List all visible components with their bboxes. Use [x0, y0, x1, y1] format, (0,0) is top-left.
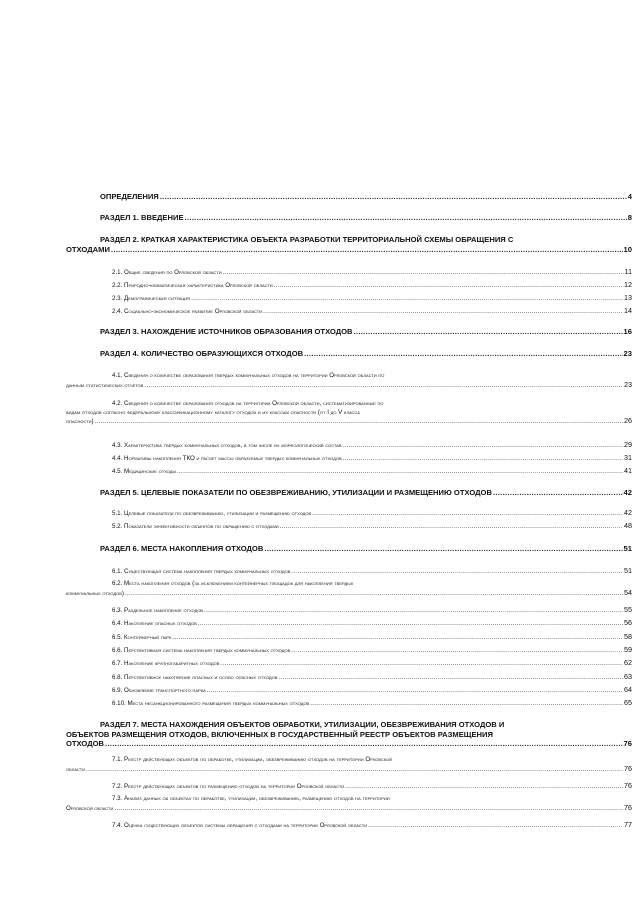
toc-entry-title: 6.10. Места несанкционированного размещения твердых коммунальных отходов: [112, 700, 310, 707]
toc-page-number: 10: [623, 244, 632, 254]
toc-page-number: 41: [624, 466, 632, 475]
toc-entry-title: 6.5. Контейнерный парк: [112, 634, 172, 641]
toc-entry-title: 6.4. Накопление опасных отходов: [112, 620, 197, 627]
toc-dot-leader: [280, 523, 623, 532]
toc-dot-leader: [291, 647, 623, 656]
toc-entry-title: РАЗДЕЛ 1. ВВЕДЕНИЕ: [100, 213, 184, 222]
toc-page-number: 42: [623, 488, 632, 497]
toc-page-number: 59: [624, 645, 632, 654]
toc-entry-title: 7.2. Реестр действующих объектов по размещению отходов на территории Орловской области: [112, 783, 345, 790]
toc-entry-title: 4.4. Нормативы накопления ТКО и расчет массы образуемых твердых коммунальных отходов: [112, 455, 342, 462]
toc-dot-leader: [185, 213, 627, 223]
toc-subsection-entry[interactable]: [66, 673, 632, 683]
toc-dot-leader: [198, 620, 623, 629]
toc-entry-title: коммунальных отходов): [66, 589, 124, 597]
toc-entry-title: 2.1. Общие сведения по Орловской области: [112, 269, 222, 276]
toc-section-entry[interactable]: [66, 544, 632, 554]
toc-subsection-entry[interactable]: [66, 619, 632, 629]
toc-page-number: 63: [624, 672, 632, 681]
toc-entry-title: 6.7. Накопление крупногабаритных отходов: [112, 660, 220, 667]
toc-page-number: 42: [624, 508, 632, 517]
toc-entry-title: 5.2. Показатели эффективности объектов по обращению с отходами: [112, 523, 279, 530]
toc-section-entry[interactable]: [66, 349, 632, 359]
toc-page-number: 76: [624, 802, 632, 812]
toc-entry-title-line: 4.2. Сведения о количестве образования отходов на территории Орловской области, систематизированные по: [112, 400, 384, 407]
toc-subsection-entry[interactable]: [66, 307, 632, 317]
toc-page-number: 48: [624, 521, 632, 530]
toc-dot-leader: [95, 418, 623, 427]
toc-dot-leader: [114, 805, 623, 814]
toc-section-entry[interactable]: [66, 235, 632, 254]
toc-entry-title-line: 7.3. Анализ данных об объектах по обработке, утилизации, обезвреживанию, размещению отходов на территории: [112, 795, 390, 802]
toc-page-number: 14: [624, 306, 632, 315]
toc-page-number: 64: [624, 685, 632, 694]
toc-entry-title: 2.2. Природно-климатическая характеристика Орловской области: [112, 282, 273, 289]
toc-dot-leader: [177, 468, 623, 477]
toc-page-number: 23: [624, 379, 632, 389]
toc-subsection-entry[interactable]: [66, 580, 632, 598]
toc-dot-leader: [223, 269, 624, 278]
toc-dot-leader: [493, 488, 623, 498]
toc-entry-title-line: РАЗДЕЛ 7. МЕСТА НАХОЖДЕНИЯ ОБЪЕКТОВ ОБРАБОТКИ, УТИЛИЗАЦИИ, ОБЕЗВРЕЖИВАНИЯ ОТХОДОВ И: [100, 720, 505, 729]
toc-dot-leader: [312, 510, 623, 519]
toc-dot-leader: [172, 634, 623, 643]
toc-subsection-entry[interactable]: [66, 606, 632, 616]
toc-section-entry[interactable]: [66, 213, 632, 223]
toc-entry-title: 2.3. Демографическая ситуация: [112, 295, 191, 302]
toc-subsection-entry[interactable]: [66, 400, 632, 427]
toc-entry-title: 2.4. Социально-экономическое развитие Орловской области: [112, 308, 263, 315]
toc-subsection-entry[interactable]: [66, 633, 632, 643]
toc-subsection-entry[interactable]: [66, 782, 632, 792]
toc-entry-title: 6.1. Существующая система накопления твердых коммунальных отходов: [112, 568, 291, 575]
toc-subsection-entry[interactable]: [66, 522, 632, 532]
toc-dot-leader: [343, 442, 623, 451]
toc-entry-title: 6.6. Перспективная система накопления твердых коммунальных отходов: [112, 647, 291, 654]
toc-section-entry[interactable]: [66, 720, 632, 749]
toc-entry-title: опасности): [66, 418, 94, 426]
toc-subsection-entry[interactable]: [66, 699, 632, 709]
toc-dot-leader: [86, 766, 623, 775]
toc-section-entry[interactable]: [66, 488, 632, 498]
toc-page-number: 29: [624, 440, 632, 449]
toc-page-number: 4: [627, 192, 632, 201]
toc-subsection-entry[interactable]: [66, 372, 632, 390]
toc-entry-title-line: РАЗДЕЛ 2. КРАТКАЯ ХАРАКТЕРИСТИКА ОБЪЕКТА РАЗРАБОТКИ ТЕРРИТОРИАЛЬНОЙ СХЕМЫ ОБРАЩЕНИЯ С: [100, 235, 514, 244]
toc-dot-leader: [220, 660, 623, 669]
toc-page-number: 77: [624, 820, 632, 829]
toc-dot-leader: [343, 455, 623, 464]
toc-dot-leader: [207, 687, 623, 696]
toc-dot-leader: [278, 674, 623, 683]
toc-dot-leader: [191, 295, 623, 304]
toc-page-number: 76: [624, 763, 632, 773]
toc-page-number: 65: [624, 698, 632, 707]
toc-dot-leader: [354, 327, 623, 337]
toc-section-entry[interactable]: [66, 327, 632, 337]
toc-entry-title: 6.9. Обновление транспортного парка: [112, 687, 206, 694]
toc-subsection-entry[interactable]: [66, 294, 632, 304]
toc-page-number: 51: [624, 566, 632, 575]
toc-subsection-entry[interactable]: [66, 646, 632, 656]
toc-subsection-entry[interactable]: [66, 467, 632, 477]
toc-page-number: 31: [624, 453, 632, 462]
toc-page-number: 11: [624, 267, 632, 276]
toc-entry-title: области: [66, 765, 86, 773]
toc-page-number: 76: [623, 739, 632, 749]
toc-subsection-entry[interactable]: [66, 509, 632, 519]
toc-entry-title: 6.8. Перспективное накопление опасных и особо опасных отходов: [112, 674, 278, 681]
toc-page-number: 8: [627, 213, 632, 222]
toc-entry-title-line: 7.1. Реестр действующих объектов по обработке, утилизации, обезвреживанию отходов на территории Орловской: [112, 756, 393, 763]
toc-subsection-entry[interactable]: [66, 686, 632, 696]
toc-subsection-entry[interactable]: [66, 441, 632, 451]
toc-dot-leader: [291, 568, 623, 577]
toc-page-number: 56: [624, 618, 632, 627]
toc-page-number: 26: [624, 416, 632, 426]
toc-section-entry[interactable]: [66, 192, 632, 202]
toc-dot-leader: [263, 308, 623, 317]
toc-entry-title: 7.4. Оценка существующих объектов системы обращения с отходами на территории Орловской области: [112, 822, 368, 829]
toc-page-number: 13: [624, 293, 632, 302]
toc-dot-leader: [144, 382, 623, 391]
toc-entry-title-line: 4.1. Сведения о количестве образования твердых коммунальных отходов на территории Орловской области по: [112, 372, 385, 379]
toc-page-number: 58: [624, 632, 632, 641]
toc-dot-leader: [368, 822, 623, 831]
toc-entry-title: 4.5. Медицинские отходы: [112, 468, 177, 475]
toc-entry-title-line: 6.2. Места накопления отходов (за исключением контейнерных площадок для накопления твердых: [112, 580, 354, 587]
toc-entry-title-line: ОБЪЕКТОВ РАЗМЕЩЕНИЯ ОТХОДОВ, ВКЛЮЧЕННЫХ В ГОСУДАРСТВЕННЫЙ РЕЕСТР ОБЪЕКТОВ РАЗМЕЩЕНИЯ: [66, 729, 493, 739]
toc-entry-title: 5.1. Целевые показатели по обезвреживанию, утилизации и размещению отходов: [112, 510, 312, 517]
toc-entry-title: РАЗДЕЛ 3. НАХОЖДЕНИЕ ИСТОЧНИКОВ ОБРАЗОВАНИЯ ОТХОДОВ: [100, 327, 353, 336]
toc-subsection-entry[interactable]: [66, 821, 632, 831]
toc-entry-title: РАЗДЕЛ 6. МЕСТА НАКОПЛЕНИЯ ОТХОДОВ: [100, 544, 264, 553]
toc-entry-title-line: видам отходов согласно федеральному классификационному каталогу отходов и их классам опасности (от I до V класса: [66, 408, 360, 416]
toc-entry-title: ОТХОДОВ: [66, 739, 105, 749]
toc-page-number: 51: [623, 544, 632, 553]
toc-dot-leader: [310, 700, 623, 709]
toc-dot-leader: [274, 282, 623, 291]
toc-dot-leader: [125, 590, 623, 599]
toc-dot-leader: [204, 607, 623, 616]
toc-page-number: 54: [624, 587, 632, 597]
toc-entry-title: данным статистических отчетов: [66, 381, 144, 389]
toc-entry-title: РАЗДЕЛ 5. ЦЕЛЕВЫЕ ПОКАЗАТЕЛИ ПО ОБЕЗВРЕЖИВАНИЮ, УТИЛИЗАЦИИ И РАЗМЕЩЕНИЮ ОТХОДОВ: [100, 488, 492, 497]
toc-subsection-entry[interactable]: [66, 795, 632, 813]
toc-subsection-entry[interactable]: [66, 659, 632, 669]
toc-entry-title: ОПРЕДЕЛЕНИЯ: [100, 192, 159, 201]
toc-subsection-entry[interactable]: [66, 567, 632, 577]
toc-subsection-entry[interactable]: [66, 268, 632, 278]
toc-entry-title: 6.3. Раздельное накопление отходов: [112, 607, 204, 614]
toc-page-number: 62: [624, 658, 632, 667]
toc-entry-title: РАЗДЕЛ 4. КОЛИЧЕСТВО ОБРАЗУЮЩИХСЯ ОТХОДОВ: [100, 349, 304, 358]
toc-dot-leader: [304, 349, 622, 359]
toc-dot-leader: [264, 544, 622, 554]
toc-page-number: 76: [624, 781, 632, 790]
toc-page-number: 12: [624, 280, 632, 289]
toc-dot-leader: [105, 739, 623, 749]
toc-dot-leader: [160, 192, 627, 202]
toc-entry-title: Орловской области: [66, 804, 114, 812]
toc-entry-title: 4.3. Характеристика твердых коммунальных отходов, в том числе их морфологический состав: [112, 442, 342, 449]
toc-page-number: 55: [624, 605, 632, 614]
toc-entry-title: ОТХОДАМИ: [66, 244, 110, 254]
toc-subsection-entry[interactable]: [66, 281, 632, 291]
toc-dot-leader: [111, 245, 623, 255]
toc-page-number: 16: [623, 327, 632, 336]
toc-subsection-entry[interactable]: [66, 454, 632, 464]
toc-dot-leader: [345, 783, 623, 792]
toc-page-number: 23: [623, 349, 632, 358]
toc-subsection-entry[interactable]: [66, 756, 632, 774]
